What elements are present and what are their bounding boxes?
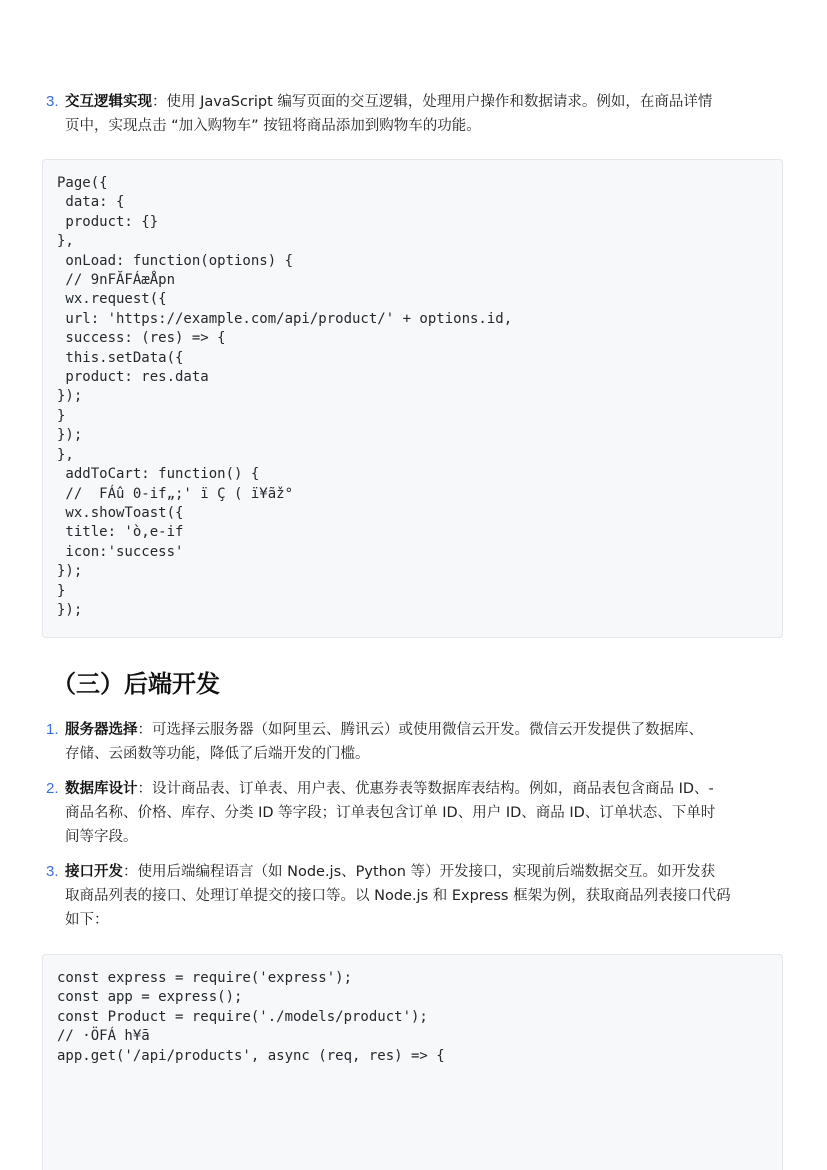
code-line: // FÁû 0-if„;' ï Ç ( ï¥ãž° bbox=[57, 485, 294, 502]
list-item-text bbox=[65, 90, 785, 138]
code-line: app.get('/api/products', async (req, res) => { bbox=[57, 1047, 445, 1064]
list-item-database-design bbox=[42, 777, 785, 849]
code-line: // ·ÖFÁ h¥ā bbox=[57, 1028, 150, 1045]
list-item-api-development bbox=[42, 860, 785, 932]
code-line: const express = require('express'); bbox=[57, 970, 353, 986]
list-item-title: 数据库设计 bbox=[65, 781, 138, 797]
list-item-body-line-2: 商品名称、价格、库存、分类 ID 等字段；订单表包含订单 ID、用户 ID、商品 ID、订单状态、下单时 bbox=[65, 805, 716, 821]
code-line: addToCart: function() { bbox=[57, 466, 260, 483]
code-line: }); bbox=[57, 563, 83, 580]
list-item-body-line-2: 页中，实现点击 “加入购物车” 按钮将商品添加到购物车的功能。 bbox=[65, 118, 481, 134]
list-item-body-line-3: 间等字段。 bbox=[65, 829, 138, 845]
code-line: }); bbox=[57, 601, 83, 618]
code-line: }); bbox=[57, 388, 83, 405]
list-item-body-line-1: ：可选择云服务器（如阿里云、腾讯云）或使用微信云开发。微信云开发提供了数据库、 bbox=[137, 722, 703, 738]
code-line: data: { bbox=[57, 194, 125, 211]
list-item-interaction-logic bbox=[42, 90, 785, 138]
list-number: 3. bbox=[46, 863, 59, 880]
list-item-body-line-2: 存储、云函数等功能，降低了后端开发的门槛。 bbox=[65, 746, 370, 762]
list-item-body-line-3: 如下： bbox=[65, 912, 109, 928]
list-item-text bbox=[65, 777, 785, 849]
list-item-body-line-1: ：使用 JavaScript 编写页面的交互逻辑，处理用户操作和数据请求。例如，在商品详情 bbox=[152, 94, 713, 110]
code-line: success: (res) => { bbox=[57, 330, 226, 347]
list-item-body-line-1: ：设计商品表、订单表、用户表、优惠券表等数据库表结构。例如，商品表包含商品 ID、- bbox=[137, 781, 714, 797]
list-item-body-line-2: 取商品列表的接口、处理订单提交的接口等。以 Node.js 和 Express 框架为例，获取商品列表接口代码 bbox=[65, 888, 731, 904]
code-line: onLoad: function(options) { bbox=[57, 252, 294, 269]
list-item-body-line-1: ：使用后端编程语言（如 Node.js、Python 等）开发接口，实现前后端数据交互。如开发获 bbox=[123, 864, 716, 880]
code-line: } bbox=[57, 407, 66, 424]
code-line: wx.request({ bbox=[57, 291, 167, 308]
code-line: this.setData({ bbox=[57, 349, 184, 366]
list-item-title: 接口开发 bbox=[65, 864, 123, 880]
list-item-text bbox=[65, 718, 785, 766]
code-line: const app = express(); bbox=[57, 989, 243, 1006]
code-text bbox=[43, 955, 782, 1066]
list-item-title: 服务器选择 bbox=[65, 722, 138, 738]
code-line: Page({ bbox=[57, 175, 108, 191]
code-line: title: 'ò,e-if bbox=[57, 524, 184, 541]
code-line: icon:'success' bbox=[57, 543, 184, 560]
code-line: const Product = require('./models/product'); bbox=[57, 1008, 428, 1025]
list-number: 3. bbox=[46, 93, 59, 110]
code-line: // 9nFĂFÁæÅpn bbox=[57, 272, 176, 289]
code-block-express-api bbox=[42, 954, 783, 1170]
code-block-page-logic bbox=[42, 159, 783, 638]
code-text bbox=[43, 160, 782, 620]
code-line: }, bbox=[57, 233, 74, 250]
list-item-server-choice bbox=[42, 718, 785, 766]
section-heading-backend: （三）后端开发 bbox=[52, 670, 220, 698]
code-line: product: res.data bbox=[57, 369, 209, 386]
code-line: product: {} bbox=[57, 213, 159, 230]
list-item-text bbox=[65, 860, 785, 932]
list-number: 2. bbox=[46, 780, 59, 797]
list-item-title: 交互逻辑实现 bbox=[65, 94, 152, 110]
code-line: }, bbox=[57, 446, 74, 463]
code-line: url: 'https://example.com/api/product/' + options.id, bbox=[57, 310, 513, 327]
list-number: 1. bbox=[46, 721, 59, 738]
code-line: wx.showToast({ bbox=[57, 504, 184, 521]
code-line: }); bbox=[57, 427, 83, 444]
code-line: } bbox=[57, 582, 66, 599]
